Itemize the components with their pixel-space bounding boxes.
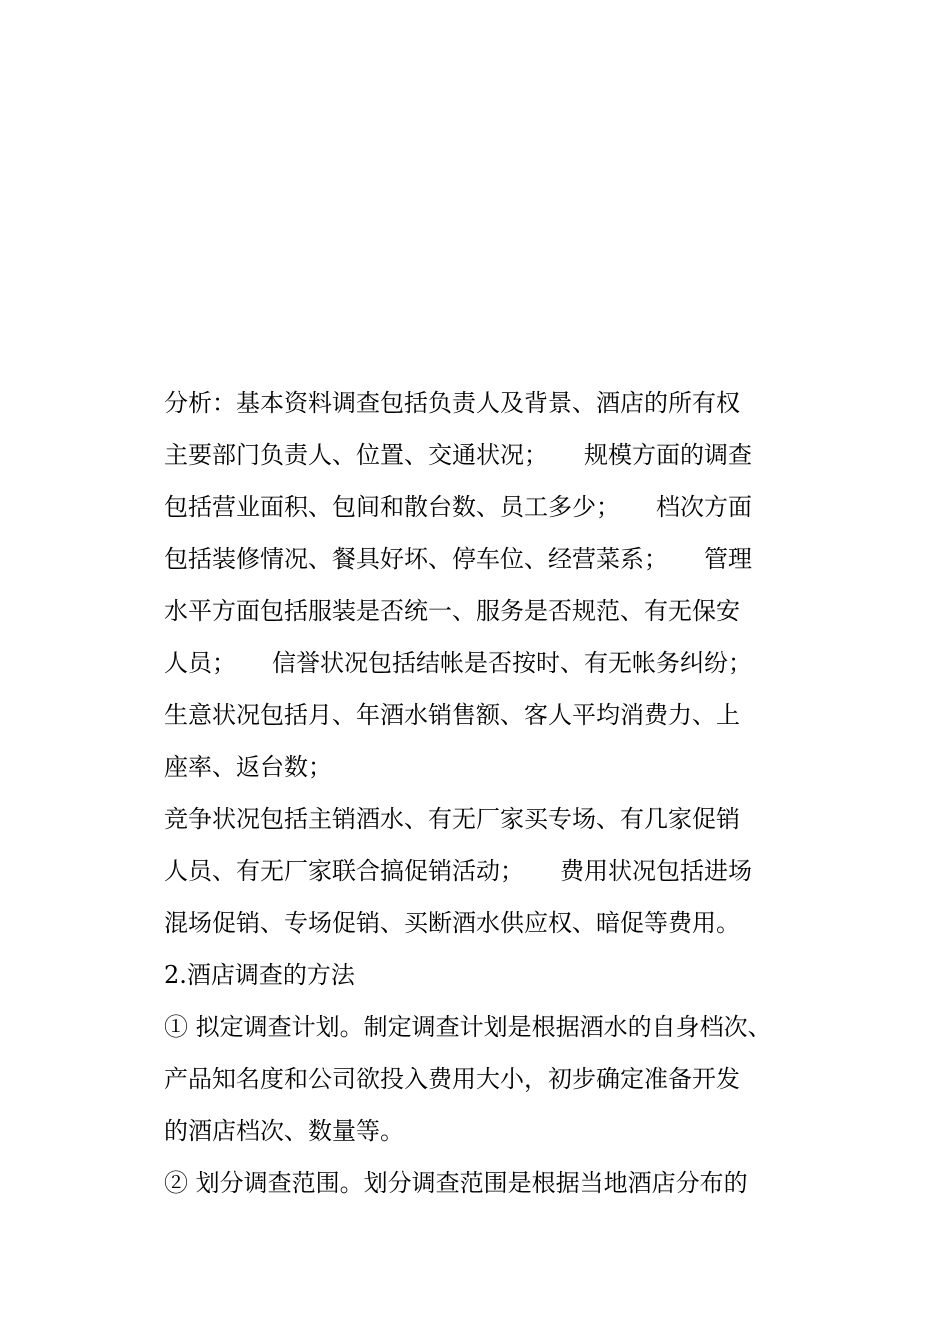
text-line: 座率、返台数； <box>164 753 332 781</box>
text-line: 水平方面包括服装是否统一、服务是否规范、有无保安 <box>164 597 740 625</box>
text-line: 人员； 信誉状况包括结帐是否按时、有无帐务纠纷； <box>164 649 752 677</box>
text-line: 主要部门负责人、位置、交通状况； 规模方面的调查 <box>164 441 752 469</box>
text-line: 产品知名度和公司欲投入费用大小，初步确定准备开发 <box>164 1065 740 1093</box>
text-line: ② 划分调查范围。划分调查范围是根据当地酒店分布的 <box>164 1169 748 1197</box>
text-line: 竞争状况包括主销酒水、有无厂家买专场、有几家促销 <box>164 805 740 833</box>
text-line: 包括装修情况、餐具好坏、停车位、经营菜系； 管理 <box>164 545 752 573</box>
text-line: 包括营业面积、包间和散台数、员工多少； 档次方面 <box>164 493 752 521</box>
text-line: 生意状况包括月、年酒水销售额、客人平均消费力、上 <box>164 701 740 729</box>
document-body <box>164 377 824 1209</box>
text-line: 混场促销、专场促销、买断酒水供应权、暗促等费用。 <box>164 909 740 937</box>
text-line: 分析：基本资料调查包括负责人及背景、酒店的所有权 <box>164 389 740 417</box>
text-line: ① 拟定调查计划。制定调查计划是根据酒水的自身档次、 <box>164 1013 772 1041</box>
text-line: 人员、有无厂家联合搞促销活动； 费用状况包括进场 <box>164 857 752 885</box>
section-heading: 2.酒店调查的方法 <box>164 961 355 989</box>
text-line: 的酒店档次、数量等。 <box>164 1117 404 1145</box>
